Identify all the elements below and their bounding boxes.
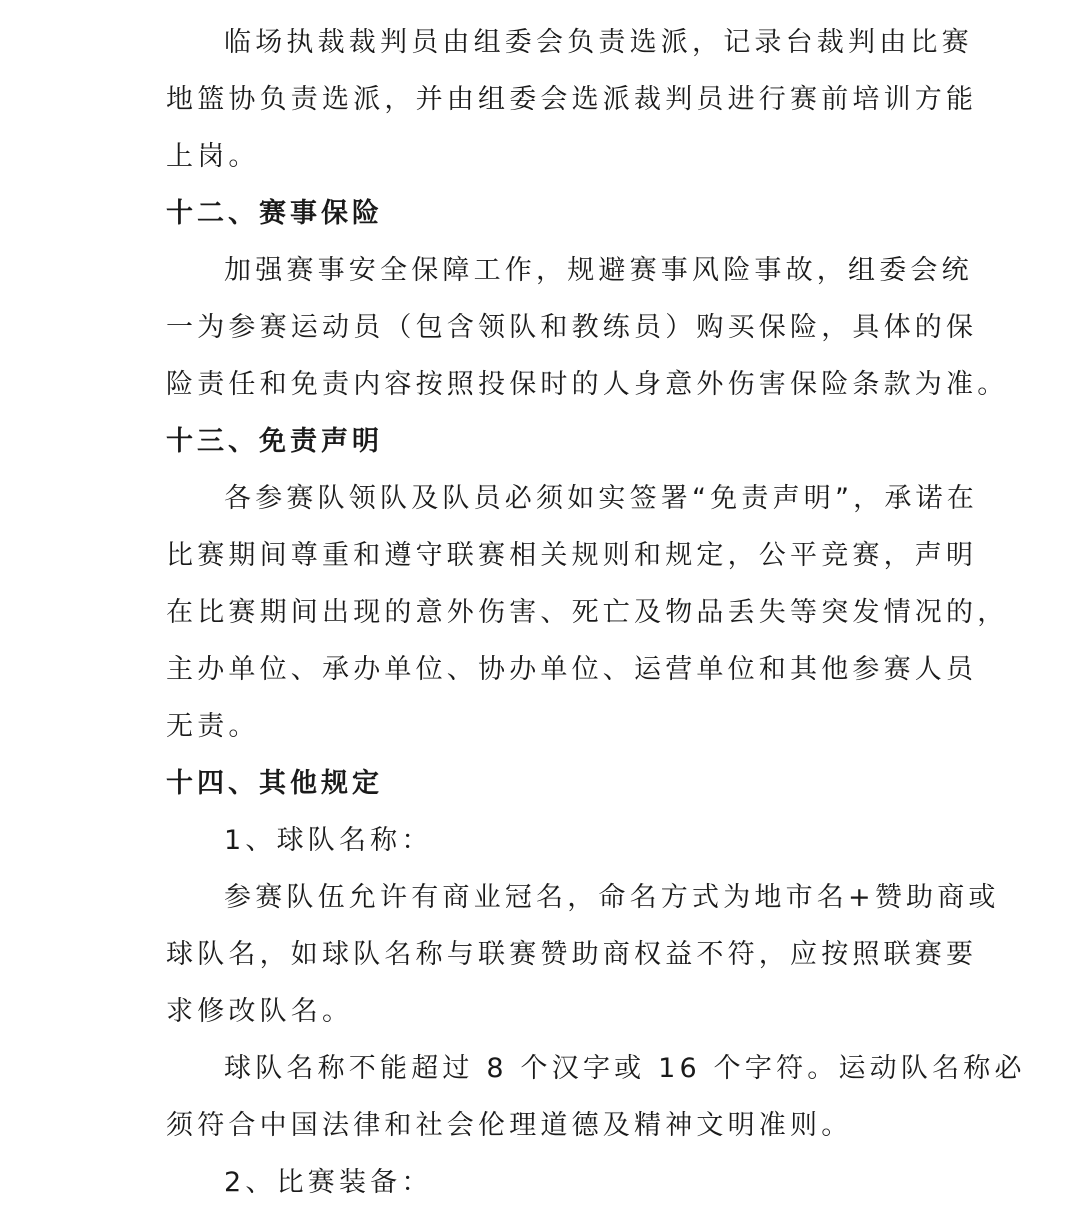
team-name-line-1: 参赛队伍允许有商业冠名，命名方式为地市名+赞助商或 — [224, 882, 1000, 913]
insurance-line-1: 加强赛事安全保障工作，规避赛事风险事故，组委会统 — [224, 255, 973, 286]
disclaimer-line-4: 主办单位、承办单位、协办单位、运营单位和其他参赛人员 — [166, 654, 978, 685]
document-page — [166, 14, 1026, 1211]
disclaimer-line-3: 在比赛期间出现的意外伤害、死亡及物品丢失等突发情况的， — [166, 597, 1009, 628]
team-name-line-3: 求修改队名。 — [166, 996, 354, 1027]
section-12-heading: 十二、赛事保险 — [166, 198, 383, 229]
referee-line-3: 上岗。 — [166, 141, 260, 172]
insurance-line-2: 一为参赛运动员（包含领队和教练员）购买保险，具体的保 — [166, 312, 978, 343]
disclaimer-line-1: 各参赛队领队及队员必须如实签署“免责声明”，承诺在 — [224, 483, 978, 514]
insurance-line-3: 险责任和免责内容按照投保时的人身意外伤害保险条款为准。 — [166, 369, 1009, 400]
team-name-line-2: 球队名，如球队名称与联赛赞助商权益不符，应按照联赛要 — [166, 939, 978, 970]
section-13-heading: 十三、免责声明 — [166, 426, 383, 457]
equipment-subheading: 2、比赛装备： — [224, 1167, 433, 1198]
team-name-line-4: 球队名称不能超过 8 个汉字或 16 个字符。运动队名称必 — [224, 1053, 1026, 1084]
disclaimer-line-5: 无责。 — [166, 711, 260, 742]
referee-line-1: 临场执裁裁判员由组委会负责选派，记录台裁判由比赛 — [224, 27, 973, 58]
referee-line-2: 地篮协负责选派，并由组委会选派裁判员进行赛前培训方能 — [166, 84, 978, 115]
team-name-line-5: 须符合中国法律和社会伦理道德及精神文明准则。 — [166, 1110, 853, 1141]
team-name-subheading: 1、球队名称： — [224, 825, 433, 856]
section-14-heading: 十四、其他规定 — [166, 768, 383, 799]
disclaimer-line-2: 比赛期间尊重和遵守联赛相关规则和规定，公平竞赛，声明 — [166, 540, 978, 571]
